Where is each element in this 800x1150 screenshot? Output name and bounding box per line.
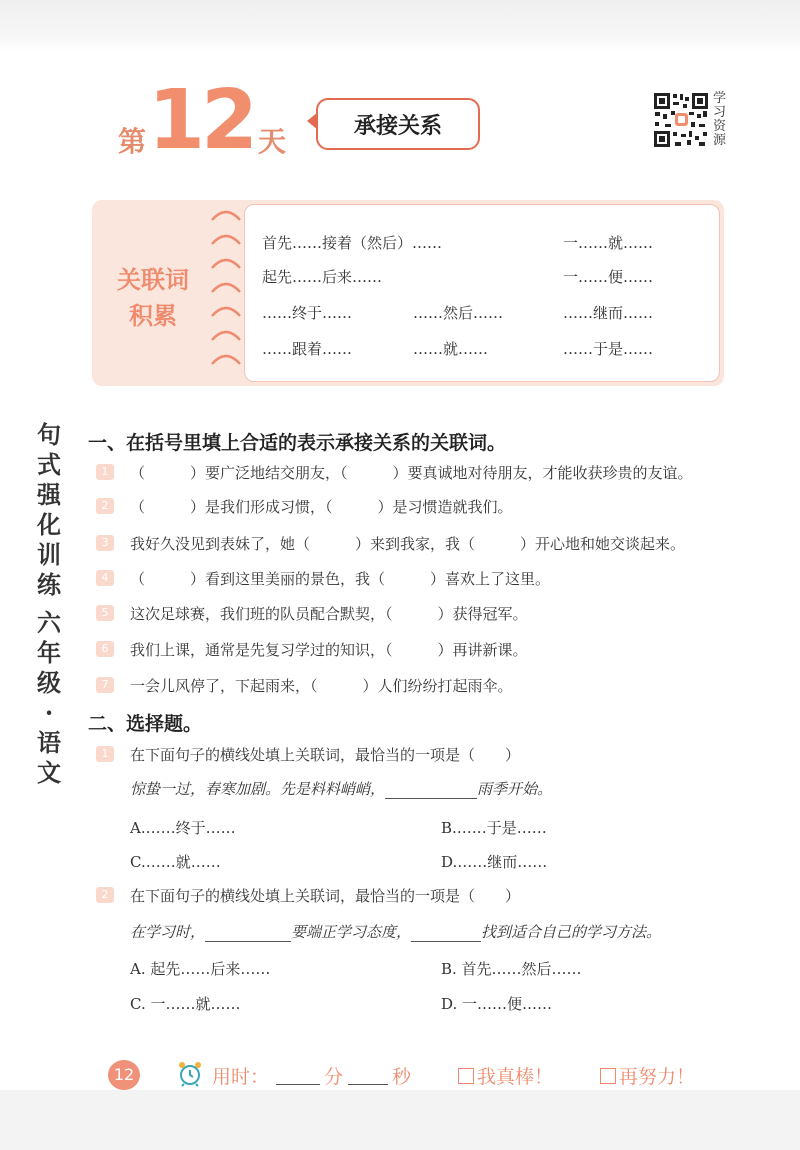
keyword-title-line2: 积累 [129, 301, 177, 330]
keyword-item: 一……就…… [563, 234, 654, 252]
section-2-title: 二、选择题。 [88, 713, 203, 735]
keyword-item: ……于是…… [563, 340, 654, 358]
question-number: 5 [96, 605, 114, 621]
second-label: 秒 [392, 1066, 412, 1088]
keyword-item: ……就…… [413, 340, 489, 358]
choice-option-c[interactable]: C.……就…… [130, 853, 221, 871]
sentence-part: 在学习时， [130, 923, 206, 941]
question-number: 4 [96, 570, 114, 586]
sentence-part: 找到适合自己的学习方法。 [481, 923, 662, 941]
keyword-item: ……跟着…… [262, 340, 353, 358]
sidebar-char: 式 [37, 450, 61, 479]
choice-option-a[interactable]: A.……终于…… [130, 819, 236, 837]
page-number: 12 [108, 1060, 140, 1090]
answer-blank[interactable] [385, 780, 477, 799]
question-number: 7 [96, 677, 114, 693]
choice-option-a[interactable]: A. 起先……后来…… [130, 960, 271, 978]
choice-question-stem: 在下面句子的横线处填上关联词，最恰当的一项是（ ） [130, 887, 521, 905]
sidebar-char: 六 [37, 608, 61, 637]
sidebar-char: · [44, 698, 54, 727]
question-number: 2 [96, 498, 114, 514]
time-label: 用时： [212, 1066, 270, 1088]
sentence-part: 要端正学习态度， [291, 923, 412, 941]
choice-option-c[interactable]: C. 一……就…… [130, 995, 241, 1013]
checkbox-icon[interactable] [458, 1068, 474, 1084]
keyword-item: 起先……后来…… [262, 268, 383, 286]
question-number: 3 [96, 535, 114, 551]
fill-question[interactable]: （ ）看到这里美丽的景色，我（ ）喜欢上了这里。 [130, 570, 551, 588]
sidebar-char: 化 [37, 510, 61, 539]
binder-rings-icon [208, 206, 248, 382]
fill-question[interactable]: 我好久没见到表妹了，她（ ）来到我家，我（ ）开心地和她交谈起来。 [130, 535, 686, 553]
alarm-clock-icon [178, 1061, 202, 1087]
great-label: 我真棒！ [477, 1066, 554, 1088]
keyword-item: ……终于…… [262, 304, 353, 322]
choice-sentence [130, 921, 661, 942]
choice-option-d[interactable]: D. 一……便…… [441, 995, 553, 1013]
qr-label: 学习资源 [713, 91, 727, 148]
section-1-title: 一、在括号里填上合适的表示承接关系的关联词。 [88, 432, 507, 454]
fill-question[interactable]: （ ）是我们形成习惯，（ ）是习惯造就我们。 [130, 498, 513, 516]
sidebar-char: 年 [37, 638, 61, 667]
choice-question-stem: 在下面句子的横线处填上关联词，最恰当的一项是（ ） [130, 746, 521, 764]
choice-option-b[interactable]: B. 首先……然后…… [441, 960, 582, 978]
question-number: 1 [96, 746, 114, 762]
sidebar-char: 句 [37, 420, 61, 449]
keyword-item: 一……便…… [563, 268, 654, 286]
fill-question[interactable]: 这次足球赛，我们班的队员配合默契，（ ）获得冠军。 [130, 605, 528, 623]
choice-sentence [130, 778, 552, 799]
sidebar-char: 训 [37, 540, 61, 569]
top-band [0, 0, 800, 52]
question-number: 6 [96, 641, 114, 657]
great-checkbox[interactable] [458, 1062, 553, 1089]
try-again-label: 再努力！ [619, 1066, 696, 1088]
keyword-item: 首先……接着（然后）…… [262, 234, 443, 252]
checkbox-icon[interactable] [600, 1068, 616, 1084]
time-minute-field[interactable] [276, 1062, 320, 1085]
sentence-part: 雨季开始。 [477, 780, 553, 798]
choice-option-b[interactable]: B.……于是…… [441, 819, 547, 837]
keyword-item: ……继而…… [563, 304, 654, 322]
bottom-band [0, 1090, 800, 1150]
topic-label: 承接关系 [316, 98, 480, 150]
question-number: 1 [96, 464, 114, 480]
day-suffix: 天 [258, 125, 287, 158]
day-number: 12 [148, 73, 255, 168]
try-again-checkbox[interactable] [600, 1062, 695, 1089]
sidebar-char: 级 [37, 668, 61, 697]
sidebar-char: 文 [37, 758, 61, 787]
sidebar-char: 语 [37, 728, 61, 757]
sidebar-label [34, 420, 64, 788]
fill-question[interactable]: （ ）要广泛地结交朋友，（ ）要真诚地对待朋友，才能收获珍贵的友谊。 [130, 464, 693, 482]
keyword-item: ……然后…… [413, 304, 504, 322]
fill-question[interactable]: 我们上课，通常是先复习学过的知识，（ ）再讲新课。 [130, 641, 528, 659]
time-second-field[interactable] [348, 1062, 388, 1085]
answer-blank[interactable] [205, 923, 291, 942]
sidebar-char: 强 [37, 480, 61, 509]
answer-blank[interactable] [411, 923, 481, 942]
sidebar-char: 练 [37, 570, 61, 599]
keyword-title-line1: 关联词 [117, 265, 189, 294]
fill-question[interactable]: 一会儿风停了，下起雨来，（ ）人们纷纷打起雨伞。 [130, 677, 513, 695]
day-prefix: 第 [118, 125, 147, 158]
question-number: 2 [96, 887, 114, 903]
sentence-part: 惊蛰一过，春寒加剧。先是料料峭峭， [130, 780, 386, 798]
minute-label: 分 [324, 1066, 344, 1088]
keyword-panel-title [108, 262, 198, 334]
choice-option-d[interactable]: D.……继而…… [441, 853, 548, 871]
day-heading [118, 73, 298, 168]
qr-code-icon[interactable] [653, 92, 709, 148]
